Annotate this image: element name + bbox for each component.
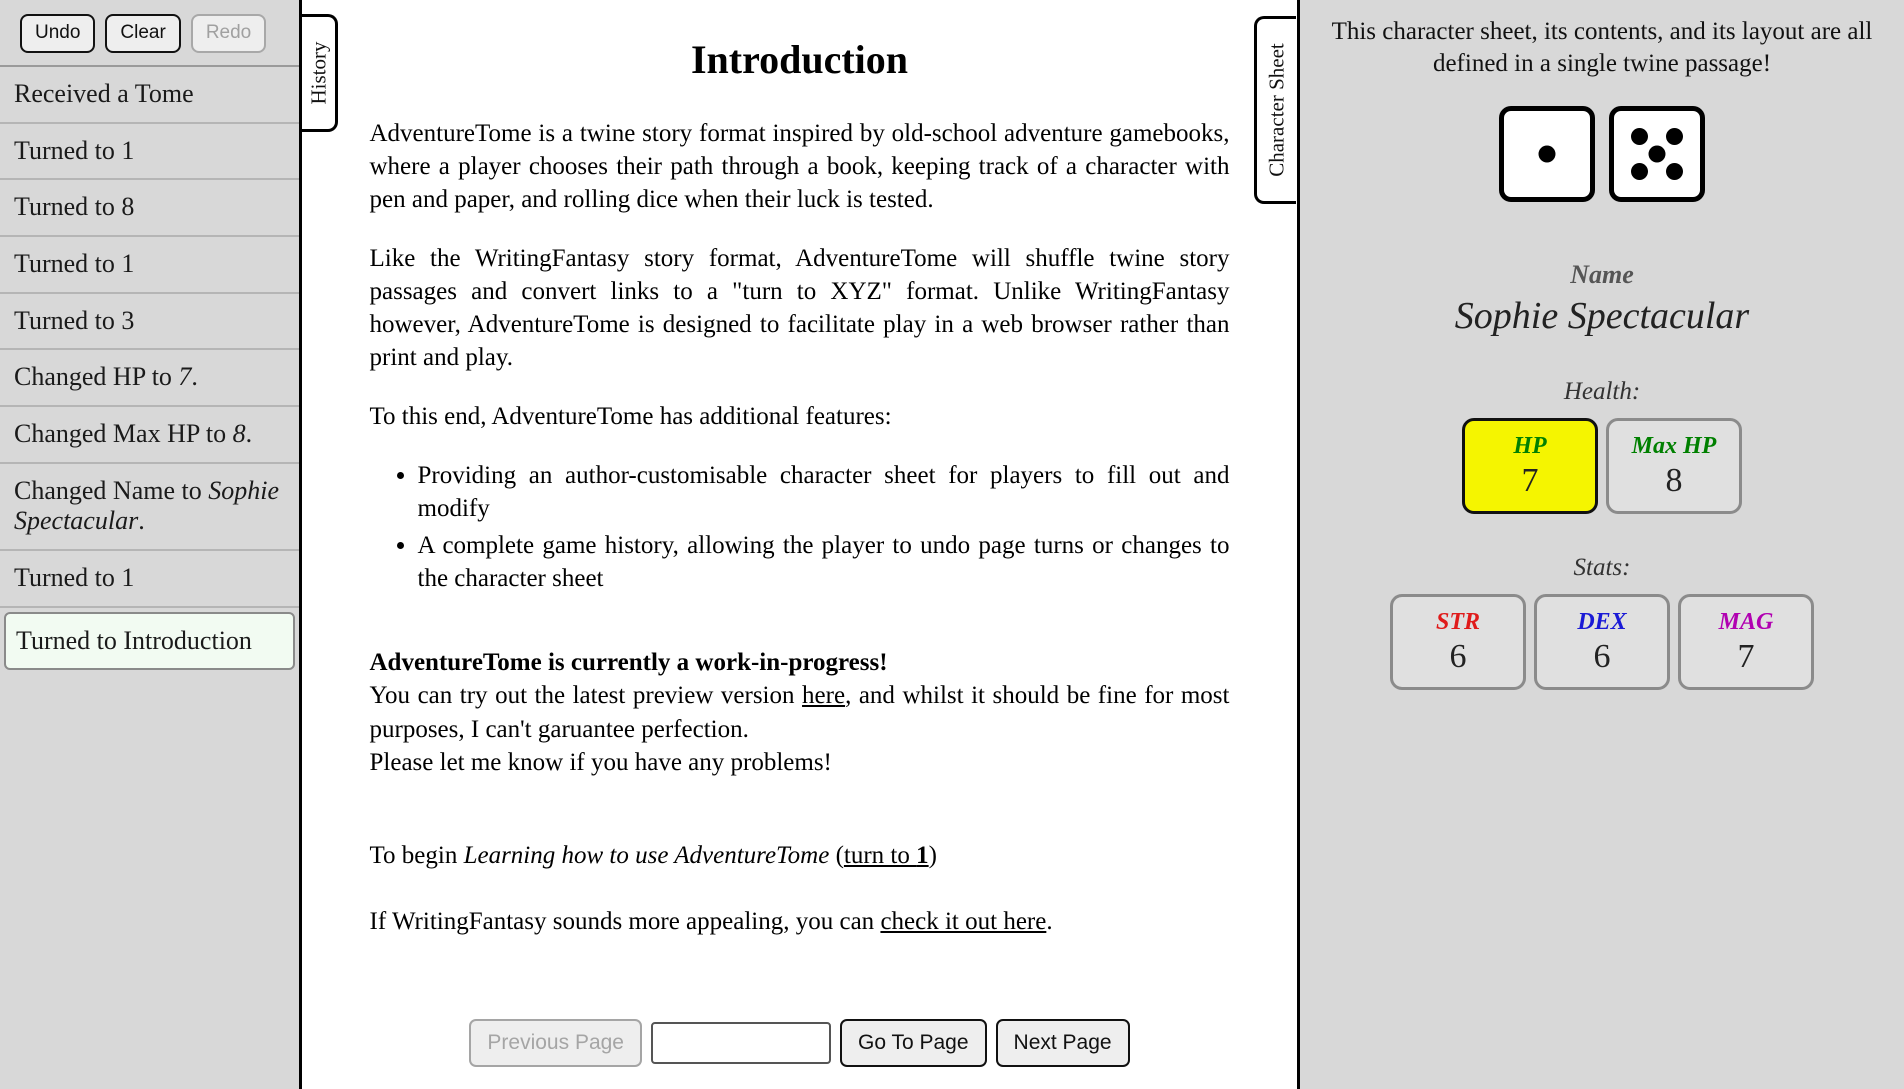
- mag-value: 7: [1737, 637, 1755, 675]
- die-pip: [1539, 146, 1556, 163]
- preview-version-link[interactable]: here: [802, 682, 846, 709]
- str-value: 6: [1449, 637, 1467, 675]
- story-paragraph-2: Like the WritingFantasy story format, AdventureTome will shuffle twine story passages and convert links to a "turn to XYZ" format. Unlike WritingFantasy however, AdventureTome is designed to facilitate play in a web browser rather than print and play.: [369, 245, 1230, 371]
- next-page-button[interactable]: Next Page: [996, 1019, 1130, 1067]
- story-pane: [302, 0, 1300, 1089]
- story-paragraph-3: To this end, AdventureTome has additional features:: [369, 403, 892, 430]
- die-5-icon[interactable]: [1609, 106, 1705, 202]
- die-pip: [1666, 128, 1683, 145]
- character-sheet-tab-label: Character Sheet: [1264, 43, 1288, 177]
- dex-label: DEX: [1577, 609, 1627, 636]
- writingfantasy-line: [370, 908, 1230, 936]
- clear-button[interactable]: Clear: [105, 14, 180, 53]
- character-sheet-tab[interactable]: [1254, 16, 1296, 204]
- turn-to-number: 1: [916, 841, 929, 869]
- wf-before: If WritingFantasy sounds more appealing, you can: [369, 907, 881, 935]
- stats-label: Stats:: [1573, 554, 1631, 581]
- begin-italic: Learning how to use AdventureTome: [463, 841, 830, 869]
- die-pip: [1649, 146, 1666, 163]
- health-label: Health:: [1563, 378, 1641, 405]
- wip-line-2: Please let me know if you have any problems!: [369, 749, 832, 776]
- name-label: Name: [1570, 260, 1634, 289]
- redo-button[interactable]: Redo: [191, 14, 266, 53]
- history-item[interactable]: Turned to 8: [0, 180, 299, 237]
- history-item[interactable]: Changed Max HP to 8.: [0, 407, 299, 464]
- wip-line-1: [370, 679, 1230, 746]
- die-pip: [1631, 163, 1648, 180]
- character-sheet-panel: [1264, 0, 1904, 1089]
- undo-button[interactable]: Undo: [20, 14, 95, 53]
- history-tab[interactable]: [302, 14, 338, 132]
- history-tab-label: History: [306, 41, 330, 105]
- turn-to-page-link[interactable]: [844, 842, 929, 869]
- wf-after: .: [1046, 907, 1053, 935]
- history-list: [0, 65, 299, 670]
- work-in-progress-block: [370, 649, 1230, 780]
- list-item: • Providing an author-customisable character sheet for players to fill out and modify: [418, 459, 1230, 525]
- die-pip: [1666, 163, 1683, 180]
- dice-row: [1300, 106, 1904, 202]
- go-to-page-button[interactable]: Go To Page: [840, 1019, 987, 1067]
- sheet-intro-text: This character sheet, its contents, and its layout are all defined in a single twine passage!: [1331, 18, 1873, 77]
- story-paragraph-1: AdventureTome is a twine story format inspired by old-school adventure gamebooks, where a player chooses their path through a book, keeping track of a character with pen and paper, and rolling dice when their luck is tested.: [369, 120, 1230, 213]
- history-item[interactable]: Turned to 3: [0, 294, 299, 351]
- die-pip: [1631, 128, 1648, 145]
- history-toolbar: [0, 0, 299, 65]
- wip-line-1-after: , and whilst it should be fine for most purposes, I can't garuantee perfection.: [369, 682, 1230, 743]
- begin-before: To begin: [369, 841, 464, 869]
- health-row: [1300, 418, 1904, 514]
- page-number-input[interactable]: [651, 1022, 831, 1064]
- history-item[interactable]: Turned to 1: [0, 124, 299, 181]
- previous-page-button[interactable]: Previous Page: [469, 1019, 642, 1067]
- history-panel: [0, 0, 330, 1089]
- max-hp-box[interactable]: [1606, 418, 1742, 514]
- begin-mid: (: [829, 841, 844, 869]
- history-item[interactable]: Turned to 1: [0, 237, 299, 294]
- wip-line-1-before: You can try out the latest preview version: [369, 682, 803, 709]
- hp-value: 7: [1521, 461, 1539, 499]
- list-item: • A complete game history, allowing the player to undo page turns or changes to the character sheet: [418, 529, 1230, 595]
- max-hp-value: 8: [1665, 461, 1683, 499]
- hp-box[interactable]: [1462, 418, 1598, 514]
- page-navigation: [302, 1019, 1297, 1067]
- mag-label: MAG: [1718, 609, 1774, 636]
- writingfantasy-link[interactable]: check it out here: [880, 907, 1047, 935]
- str-label: STR: [1435, 609, 1480, 636]
- story-content: [370, 0, 1230, 936]
- history-item[interactable]: Received a Tome: [0, 67, 299, 124]
- hp-label: HP: [1513, 433, 1547, 460]
- wip-heading: AdventureTome is currently a work-in-progress!: [369, 649, 888, 676]
- history-item[interactable]: Turned to 1: [0, 551, 299, 608]
- max-hp-label: Max HP: [1631, 433, 1717, 460]
- feature-list: [370, 459, 1230, 595]
- history-item-current[interactable]: Turned to Introduction: [4, 612, 295, 671]
- dex-box[interactable]: [1534, 594, 1670, 690]
- character-name-value[interactable]: Sophie Spectacular: [1454, 295, 1750, 337]
- begin-after: ): [928, 841, 937, 869]
- dex-value: 6: [1593, 637, 1611, 675]
- begin-line: [370, 842, 1230, 870]
- str-box[interactable]: [1390, 594, 1526, 690]
- history-item[interactable]: Changed HP to 7.: [0, 350, 299, 407]
- page-title: Introduction: [690, 37, 909, 82]
- stats-row: [1300, 594, 1904, 690]
- mag-box[interactable]: [1678, 594, 1814, 690]
- turn-to-text: turn to: [843, 841, 917, 869]
- history-item[interactable]: Changed Name to Sophie Spectacular.: [0, 464, 299, 551]
- die-1-icon[interactable]: [1499, 106, 1595, 202]
